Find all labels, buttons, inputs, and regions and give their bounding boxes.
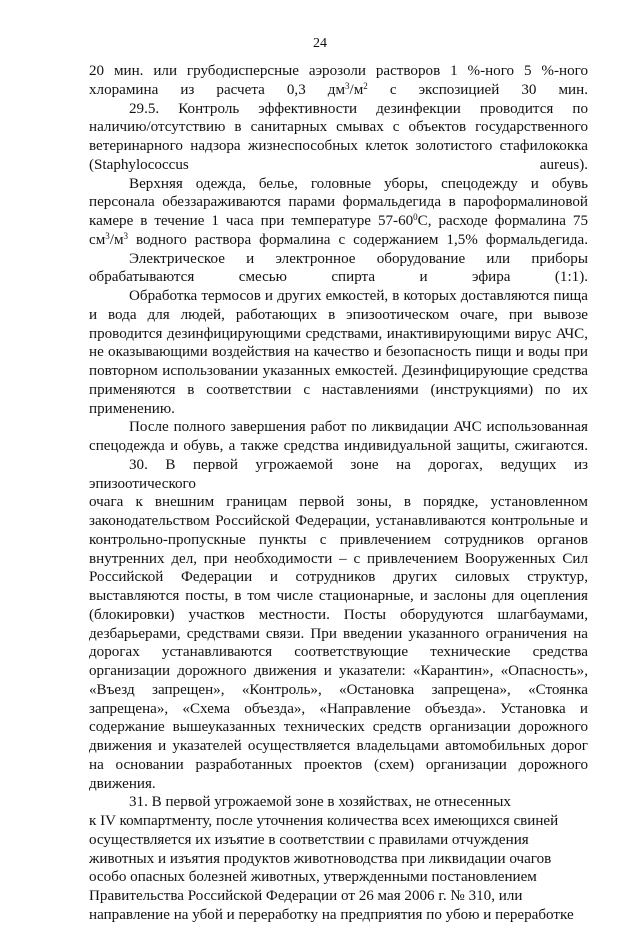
text-line: Российской Федерации и сотрудников других силовых структур, <box>89 569 588 586</box>
paragraph-thermos <box>89 287 588 418</box>
paragraph-clothing <box>89 175 588 250</box>
superscript: 3 <box>105 230 110 241</box>
text-line: движения и указателей осуществляется владельцами автомобильных дорог <box>89 738 588 754</box>
text-line: повторном использовании указанных емкостей. Дезинфицирующие средства <box>89 363 588 379</box>
text-line: «Въезд запрещен», «Контроль», «Остановка запрещена», «Стоянка <box>89 681 588 698</box>
text-line: дорогах устанавливаются соответствующие технические средства <box>89 644 588 661</box>
text-line: см <box>89 231 106 248</box>
text-line: очага к внешним границам первой зоны, в порядке, установленном <box>89 494 588 511</box>
text-line: и вода для людей, работающих в эпизоотическом очаге, при вывозе <box>89 306 588 323</box>
text-line: внутренних дел, при необходимости – с привлечением Вооруженных Сил <box>89 550 588 567</box>
text-line: спецодежда и обувь, а также средства индивидуальной защиты, сжигаются. <box>89 438 588 454</box>
document-body <box>89 62 588 925</box>
text-line: особо опасных болезней животных, утвержденными постановлением <box>89 869 537 886</box>
text-line: С, расходе формалина 75 <box>417 213 588 229</box>
superscript: 2 <box>363 80 368 91</box>
text-line: водного раствора формалина с содержанием 1,5% формальдегида. <box>128 231 588 248</box>
text-line: применению. <box>89 400 175 417</box>
text-line: (Staphylococcus aureus). <box>89 156 588 173</box>
text-line: Обработка термосов и других емкостей, в которых доставляются пища <box>129 288 588 304</box>
text-line: камере в течение 1 часа при температуре 57-60 <box>89 213 414 229</box>
text-line: 29.5. Контроль эффективности дезинфекции проводится по <box>129 100 588 117</box>
text-line: направление на убой и переработку на предприятия по убою и переработке <box>89 906 574 923</box>
text-line: /м <box>349 81 364 98</box>
text-line: контрольно-пропускные пункты с привлечением сотрудников органов <box>89 531 588 548</box>
paragraph-electronics <box>89 250 588 288</box>
text-line: применяются в соответствии с наставлениями (инструкциями) по их <box>89 381 588 398</box>
text-line: После полного завершения работ по ликвидации АЧС использованная <box>129 419 588 436</box>
paragraph-29-5 <box>89 100 588 175</box>
paragraph-disinfection-end <box>89 62 588 100</box>
superscript: 0 <box>413 212 418 222</box>
text-line: выставляются посты, в том числе стационарные, и заслоны для оцепления <box>89 588 588 604</box>
text-line: /м <box>109 231 124 248</box>
text-line: проводится дезинфицирующими средствами, инактивирующими вирус АЧС, <box>89 325 588 342</box>
text-line: содержание вышеуказанных технических средств организации дорожного <box>89 719 588 736</box>
page-number: 24 <box>313 36 327 51</box>
text-line: дезбарьерами, средствами связи. При введении указанного ограничения на <box>89 625 588 642</box>
text-line: организации дорожного движения и указатели: «Карантин», «Опасность», <box>89 663 588 679</box>
text-line: осуществляется их изъятие в соответствии с правилами отчуждения <box>89 831 529 848</box>
superscript: 3 <box>345 80 350 91</box>
text-line: к IV компартменту, после уточнения количества всех имеющихся свиней <box>89 813 559 829</box>
text-line: на основании разработанных проектов (схем) организации дорожного <box>89 756 588 773</box>
paragraph-ppe-burning <box>89 418 588 456</box>
text-line: Электрическое и электронное оборудование или приборы <box>129 250 588 267</box>
superscript: 3 <box>123 230 129 241</box>
text-line: наличию/отсутствию в санитарных смывах с объектов государственного <box>89 119 588 136</box>
text-line: ветеринарного надзора жизнеспособных клеток золотистого стафилококка <box>89 138 588 154</box>
text-line: запрещена», «Схема объезда», «Направление объезда». Установка и <box>89 700 588 717</box>
text-line: обрабатываются смесью спирта и эфира (1:1). <box>89 269 588 286</box>
text-line: Правительства Российской Федерации от 26 мая 2006 г. № 310, или <box>89 888 523 904</box>
text-line: 20 мин. или грубодисперсные аэрозоли растворов 1 %-ного 5 %-ного <box>89 63 588 79</box>
text-line: 30. В первой угрожаемой зоне на дорогах, ведущих из эпизоотического <box>89 456 588 492</box>
text-line: законодательством Российской Федерации, устанавливаются контрольные и <box>89 513 588 529</box>
text-line: движения. <box>89 775 156 792</box>
text-line: (блокировки) участков местности. Посты оборудуются шлагбаумами, <box>89 606 588 623</box>
text-line: хлорамина из расчета 0,3 дм <box>89 81 346 98</box>
paragraph-30 <box>89 456 588 794</box>
text-line: 31. В первой угрожаемой зоне в хозяйствах, не отнесенных <box>129 794 511 811</box>
text-line: животных и изъятия продуктов животноводства при ликвидации очагов <box>89 850 552 867</box>
text-line: не оказывающими воздействия на качество и безопасность пищи и воды при <box>89 344 588 361</box>
text-line: персонала обеззараживаются парами формальдегида в пароформалиновой <box>89 194 588 211</box>
text-line: Верхняя одежда, белье, головные уборы, спецодежду и обувь <box>129 175 588 192</box>
text-line: с экспозицией 30 мин. <box>367 81 588 98</box>
